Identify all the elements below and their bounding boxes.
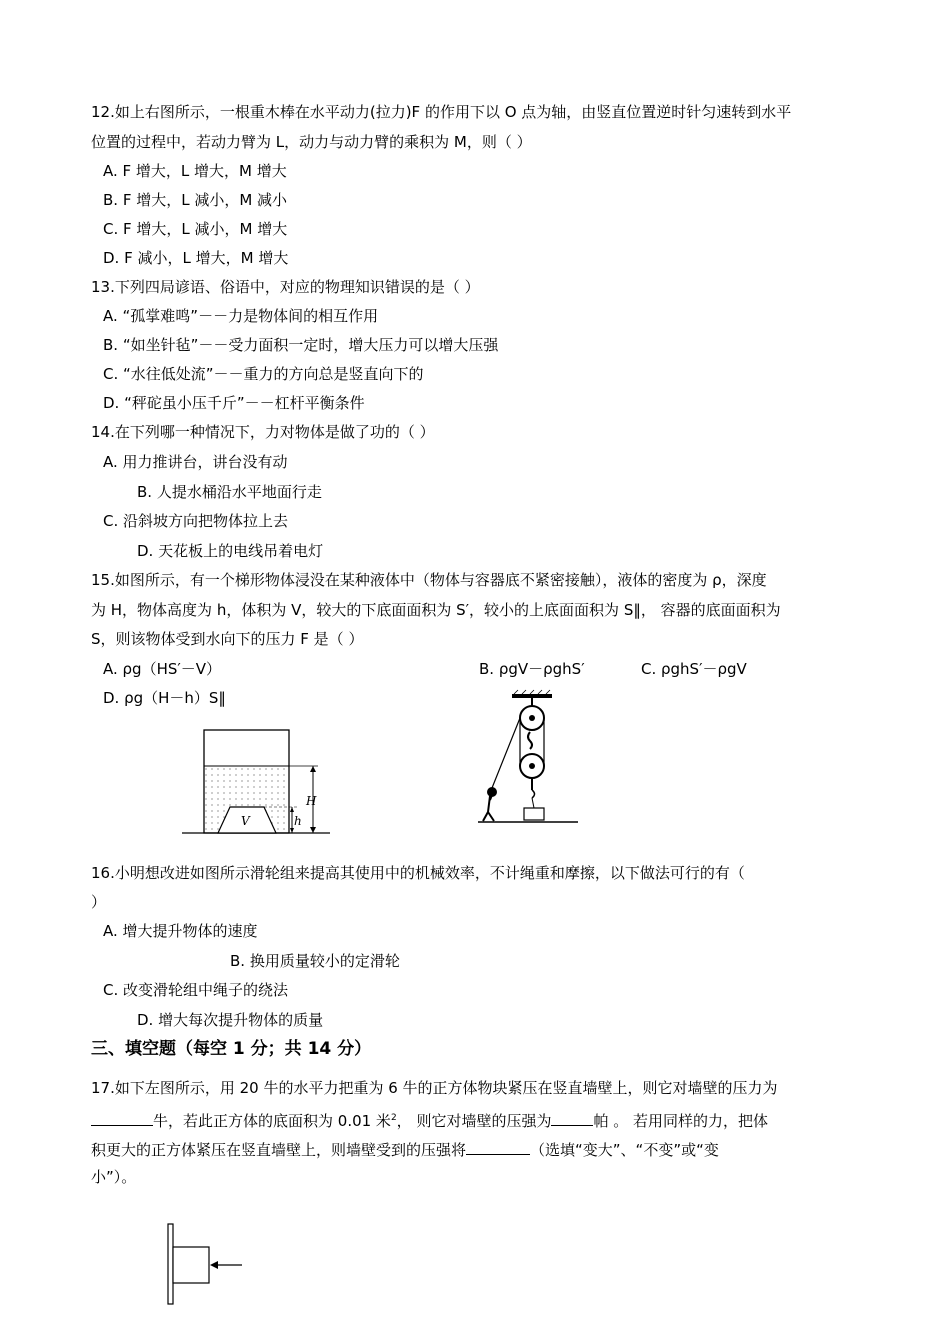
wall-block-figure [160, 1222, 250, 1307]
q16-stem-line1: 16.小明想改进如图所示滑轮组来提高其使用中的机械效率，不计绳重和摩擦，以下做法可行的有（ [91, 864, 745, 882]
section-title: 三、填空题（每空 1 分；共 14 分） [91, 1039, 372, 1059]
label-V: V [241, 814, 250, 828]
label-H: H [306, 794, 317, 808]
q13-option-a: A. “孤掌难鸣”－－力是物体间的相互作用 [103, 307, 379, 325]
pulley-figure [478, 690, 588, 835]
q16-option-a: A. 增大提升物体的速度 [103, 922, 258, 940]
q16-option-c: C. 改变滑轮组中绳子的绕法 [103, 981, 289, 999]
q12-stem-line1: 12.如上右图所示，一根重木棒在水平动力(拉力)F 的作用下以 O 点为轴，由竖直位置逆时针匀速转到水平 [91, 103, 792, 121]
q12-option-c: C. F 增大，L 减小，M 增大 [103, 220, 288, 238]
q12-option-b: B. F 增大，L 减小，M 减小 [103, 191, 288, 209]
q16-stem-line2: ） [91, 893, 107, 911]
q17-stem-line1: 17.如下左图所示，用 20 牛的水平力把重为 6 牛的正方体物块紧压在竖直墙壁上，则它对墙壁的压力为 [91, 1079, 778, 1097]
q13-option-c: C. “水往低处流”－－重力的方向总是竖直向下的 [103, 365, 424, 383]
q14-option-a: A. 用力推讲台，讲台没有动 [103, 453, 288, 471]
q12-option-d: D. F 减小，L 增大，M 增大 [103, 249, 289, 267]
q14-stem: 14.在下列哪一种情况下，力对物体是做了功的（ ） [91, 423, 435, 441]
answer-blank-3[interactable] [466, 1138, 530, 1155]
q17-stem-line4: 小”）。 [91, 1168, 137, 1186]
cube-block [173, 1247, 209, 1283]
q17-stem-line3: 积更大的正方体紧压在竖直墙壁上，则墙壁受到的压强将 （选填“变大”、“不变”或“变 [91, 1138, 719, 1160]
q15-stem-line2: 为 H，物体高度为 h，体积为 V，较大的下底面面积为 S′，较小的上底面面积为 S‖， 容器的底面面积为 [91, 601, 781, 619]
q15-option-d: D. ρg（H－h）S‖ [103, 689, 226, 707]
answer-blank-1[interactable] [91, 1109, 153, 1126]
q15-option-c: C. ρghS′－ρgV [641, 660, 747, 678]
q17-stem-line2: 牛，若此正方体的底面积为 0.01 米$^2$， 则它对墙壁的压强为 帕 。 若用同样的力，把体 [91, 1108, 768, 1131]
wall [168, 1224, 173, 1304]
ceiling [512, 694, 552, 698]
person-icon [483, 788, 496, 821]
q15-option-b: B. ρgV－ρghS′ [479, 660, 585, 678]
q14-option-d: D. 天花板上的电线吊着电灯 [137, 542, 324, 560]
q15-stem-line3: S，则该物体受到水向下的压力 F 是（ ） [91, 630, 364, 648]
pull-rope [492, 718, 520, 788]
q15-option-a: A. ρg（HS′－V） [103, 660, 222, 678]
q16-option-b: B. 换用质量较小的定滑轮 [230, 952, 400, 970]
q12-stem-line2: 位置的过程中，若动力臂为 L，动力与动力臂的乘积为 M，则（ ） [91, 133, 532, 151]
label-h: h [294, 814, 302, 828]
q16-option-d: D. 增大每次提升物体的质量 [137, 1011, 324, 1029]
q15-stem-line1: 15.如图所示，有一个梯形物体浸没在某种液体中（物体与容器底不紧密接触），液体的密度为 ρ，深度 [91, 571, 767, 589]
q12-option-a: A. F 增大，L 增大，M 增大 [103, 162, 287, 180]
weight-box [524, 808, 544, 820]
answer-blank-2[interactable] [551, 1109, 593, 1126]
q14-option-b: B. 人提水桶沿水平地面行走 [137, 483, 322, 501]
q13-option-b: B. “如坐针毡”－－受力面积一定时，增大压力可以增大压强 [103, 336, 499, 354]
container-figure [180, 725, 340, 840]
q13-stem: 13.下列四局谚语、俗语中，对应的物理知识错误的是（ ） [91, 278, 480, 296]
q14-option-c: C. 沿斜坡方向把物体拉上去 [103, 512, 289, 530]
q13-option-d: D. “秤砣虽小压千斤”－－杠杆平衡条件 [103, 394, 365, 412]
